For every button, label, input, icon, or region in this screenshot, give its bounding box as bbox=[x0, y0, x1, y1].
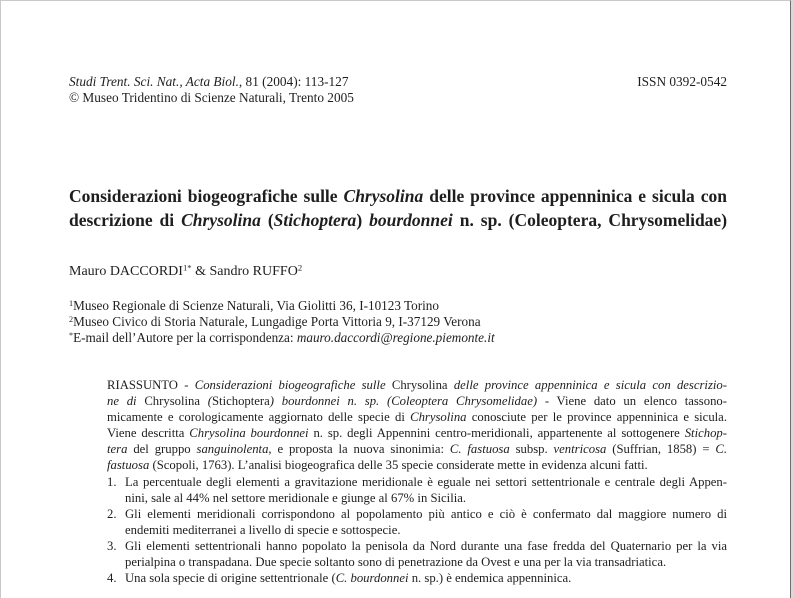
abstract-line bbox=[107, 409, 727, 425]
italic-text-run: Stichop- bbox=[684, 426, 727, 441]
author-list bbox=[69, 263, 727, 281]
text-run: ) bbox=[356, 209, 370, 230]
text-run: Gli elementi settentrionali hanno popolato la penisola da Nord durante una fase fredda del Quaternario per la via bbox=[125, 538, 727, 553]
finding-text bbox=[125, 506, 727, 538]
issn: ISSN 0392-0542 bbox=[637, 74, 727, 89]
text-run: conosciute per le province appenninica e sicula. bbox=[466, 410, 727, 425]
journal-name: Studi Trent. Sci. Nat., Acta Biol. bbox=[69, 74, 239, 89]
text-run: Chrysolina bbox=[144, 394, 201, 409]
author-name: Sandro RUFFO bbox=[209, 264, 298, 279]
text-run: Viene descritta bbox=[107, 426, 190, 441]
abstract-line bbox=[107, 457, 727, 473]
correspondence-email: mauro.daccordi@regione.piemonte.it bbox=[296, 330, 495, 345]
affiliation-mark: 1 bbox=[69, 298, 74, 308]
text-run: Chrysolina bbox=[391, 378, 448, 392]
finding-text bbox=[125, 570, 727, 586]
italic-text-run: Chrysolina bourdonnei bbox=[189, 426, 309, 441]
abstract bbox=[107, 377, 727, 586]
findings-list bbox=[107, 474, 727, 587]
finding-item bbox=[107, 506, 727, 538]
text-run: endemiti mediterranei a livello di specie e sottospecie. bbox=[125, 522, 401, 537]
text-run: Stichoptera bbox=[211, 394, 270, 409]
title-line bbox=[69, 185, 727, 209]
journal-header bbox=[69, 74, 727, 106]
italic-text-run: ( bbox=[200, 394, 212, 409]
italic-text-run: Considerazioni biogeografiche sulle bbox=[194, 378, 392, 392]
text-run: descrizione di bbox=[69, 209, 182, 230]
abstract-line bbox=[107, 425, 727, 441]
finding-line bbox=[125, 522, 727, 538]
text-run: perialpina o transpadana. Due specie soltanto sono di penetrazione da Ovest e una per la via transadriatica. bbox=[125, 555, 667, 570]
abstract-line bbox=[107, 441, 727, 457]
finding-item bbox=[107, 538, 727, 570]
author-affiliation-mark: 1* bbox=[182, 262, 192, 273]
copyright-line bbox=[69, 90, 727, 106]
abstract-line bbox=[107, 393, 727, 409]
text-run: delle province appenninica e sicula con bbox=[423, 186, 728, 206]
text-run: subsp. bbox=[509, 442, 554, 457]
italic-text-run: Chrysolina bbox=[410, 410, 467, 425]
text-run: (Scopoli, 1763). L’analisi biogeografica delle 35 specie considerate mette in evidenza alcuni fatti. bbox=[149, 458, 648, 473]
finding-line bbox=[125, 554, 727, 570]
text-run: La percentuale degli elementi a gravitazione meridionale è eguale nei settori settentrionale e centrale degli Appen- bbox=[125, 474, 727, 489]
text-run: del gruppo bbox=[127, 442, 197, 457]
finding-item bbox=[107, 474, 727, 506]
italic-text-run: C. bourdonnei bbox=[335, 571, 409, 586]
italic-text-run: sanguinolenta bbox=[196, 442, 269, 457]
affiliation-mark: * bbox=[69, 330, 74, 340]
text-run: Gli elementi meridionali corrispondono al popolamento più antico e ciò è confermato dal maggiore numero di bbox=[125, 506, 727, 521]
journal-citation bbox=[69, 74, 348, 90]
text-run: nini, sale al 44% nel settore meridionale e giunge al 67% in Sicilia. bbox=[125, 490, 467, 505]
italic-text-run: C. bbox=[715, 442, 728, 457]
volume-pages: , 81 (2004): 113-127 bbox=[238, 74, 349, 89]
abstract-summary bbox=[107, 377, 727, 474]
correspondence-label: E-mail dell’Autore per la corrispondenza: bbox=[73, 330, 297, 345]
finding-number: 1. bbox=[107, 474, 117, 489]
finding-number: 2. bbox=[107, 506, 117, 521]
text-run: micamente e corologicamente aggiornato delle specie di bbox=[107, 410, 411, 425]
finding-item bbox=[107, 570, 727, 586]
finding-text bbox=[125, 538, 727, 570]
text-run: , e proposta la nuova sinonimia: bbox=[268, 442, 450, 457]
author-affiliation-mark: 2 bbox=[297, 262, 303, 273]
italic-text-run: Chrysolina bbox=[181, 209, 261, 230]
finding-number: 4. bbox=[107, 571, 117, 586]
italic-text-run: Chrysolina bbox=[343, 186, 424, 206]
italic-text-run: ventricosa bbox=[553, 442, 607, 457]
italic-text-run: delle province appenninica e sicula con descrizio- bbox=[447, 378, 727, 392]
text-run: (Suffrian, 1858) = bbox=[606, 442, 716, 457]
finding-line bbox=[125, 570, 727, 586]
text-run: Considerazioni biogeografiche sulle bbox=[69, 186, 344, 206]
affiliation-item bbox=[69, 298, 727, 314]
affiliation-text: Museo Regionale di Scienze Naturali, Via Giolitti 36, I-10123 Torino bbox=[73, 298, 439, 313]
article-title bbox=[69, 185, 727, 232]
finding-line bbox=[125, 538, 727, 554]
copyright-text: © Museo Tridentino di Scienze Naturali, Trento 2005 bbox=[69, 90, 354, 105]
finding-text bbox=[125, 474, 727, 506]
text-run: Una sola specie di origine settentrionale ( bbox=[125, 571, 336, 586]
citation-line bbox=[69, 74, 727, 90]
affiliation-mark: 2 bbox=[69, 314, 74, 324]
finding-line bbox=[125, 490, 727, 506]
italic-text-run: ne di bbox=[107, 394, 145, 409]
italic-text-run: C. fastuosa bbox=[449, 442, 510, 457]
italic-text-run: Stichoptera bbox=[273, 209, 357, 230]
finding-line bbox=[125, 474, 727, 490]
finding-number: 3. bbox=[107, 538, 117, 553]
italic-text-run: fastuosa bbox=[107, 458, 150, 473]
affiliation-list bbox=[69, 298, 727, 346]
italic-text-run: bourdonnei bbox=[369, 209, 453, 230]
text-run: RIASSUNTO - bbox=[107, 378, 195, 392]
italic-text-run: tera bbox=[107, 442, 128, 457]
finding-line bbox=[125, 506, 727, 522]
text-run: n. sp. (Coleoptera, Chrysomelidae) bbox=[452, 209, 728, 230]
text-run: n. sp.) è endemica appenninica. bbox=[408, 571, 572, 586]
text-run: n. sp. degli Appennini centro-meridionali, appartenente al sottogenere bbox=[308, 426, 685, 441]
title-line bbox=[69, 209, 727, 233]
correspondence-item bbox=[69, 330, 727, 346]
italic-text-run: ) bourdonnei n. sp. (Coleoptera Chrysomelidae) bbox=[269, 394, 538, 409]
abstract-line bbox=[107, 377, 727, 393]
author-name: Mauro DACCORDI bbox=[69, 264, 183, 279]
author-separator: & bbox=[191, 264, 210, 279]
text-run: - Viene dato un elenco tassono- bbox=[537, 394, 727, 409]
affiliation-item bbox=[69, 314, 727, 330]
affiliation-text: Museo Civico di Storia Naturale, Lungadige Porta Vittoria 9, I-37129 Verona bbox=[73, 314, 481, 329]
text-run: ( bbox=[260, 209, 274, 230]
